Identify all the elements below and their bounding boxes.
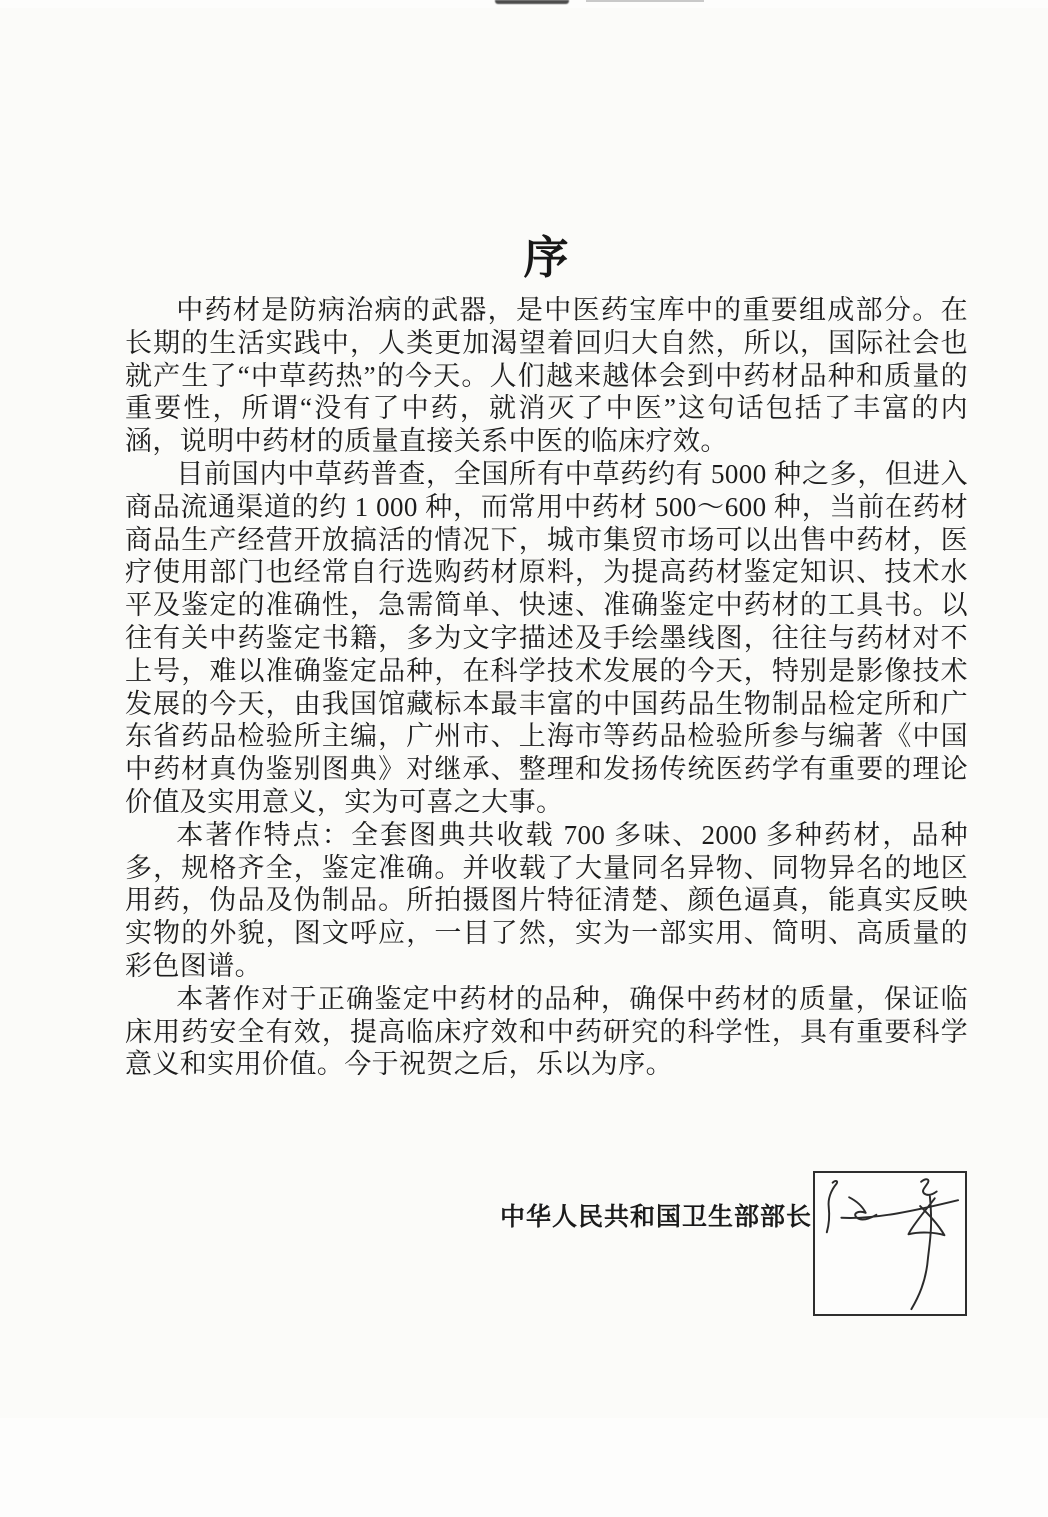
minister-title-label: 中华人民共和国卫生部部长 [500,1203,813,1231]
paragraph-4: 本著作对于正确鉴定中药材的品种，确保中药材的质量，保证临床用药安全有效，提高临床疗效和中药研究的科学性，具有重要科学意义和实用价值。今于祝贺之后，乐以为序。 [125,983,968,1080]
scan-artifact-light-streak [586,0,704,2]
page-title: 序 [523,233,570,284]
paragraph-1: 中药材是防病治病的武器，是中医药宝库中的重要组成部分。在长期的生活实践中，人类更加渴望着回归大自然，所以，国际社会也就产生了“中草药热”的今天。人们越来越体会到中药材品种和质量的重要性，所谓“没有了中药，就消灭了中医”这句话包括了丰富的内涵，说明中药材的质量直接关系中医的临床疗效。 [125,295,968,457]
scan-artifact-dark-streak [495,0,569,4]
paragraph-2: 目前国内中草药普查，全国所有中草药约有 5000 种之多，但进入商品流通渠道的约 1 000 种，而常用中药材 500～600 种，当前在药材商品生产经营开放搞活的情况下，城市集贸市场可以出售中药材，医疗使用部门也经常自行选购药材原料，为提高药材鉴定知识、技术水平及鉴定的准确性，急需简单、快速、准确鉴定中药材的工具书。以往有关中药鉴定书籍，多为文字描述及手绘墨线图，往往与药材对不上号，难以准确鉴定品种，在科学技术发展的今天，特别是影像技术发展的今天，由我国馆藏标本最丰富的中国药品生物制品检定所和广东省药品检验所主编，广州市、上海市等药品检验所参与编著《中国中药材真伪鉴别图典》对继承、整理和发扬传统医药学有重要的理论价值及实用意义，实为可喜之大事。 [125,458,968,817]
preface-body [125,294,968,1081]
paragraph-3: 本著作特点：全套图典共收载 700 多味、2000 多种药材，品种多，规格齐全，鉴定准确。并收载了大量同名异物、同物异名的地区用药，伪品及伪制品。所拍摄图片特征清楚、颜色逼真，能真实反映实物的外貌，图文呼应，一目了然，实为一部实用、简明、高质量的彩色图谱。 [125,819,968,981]
